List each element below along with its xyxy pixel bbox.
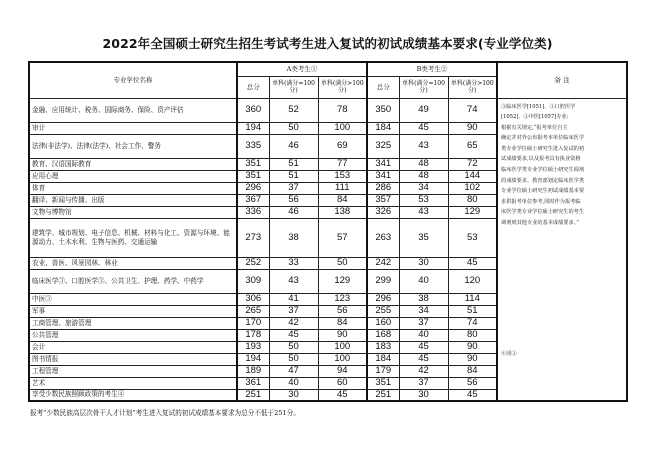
b-total-cell: 168 (367, 329, 399, 341)
b-single-150-cell: 80 (448, 329, 497, 341)
a-single-100-cell: 47 (269, 365, 318, 377)
a-single-150-cell: 90 (318, 329, 367, 341)
b-single-150-cell: 90 (448, 341, 497, 353)
a-single-100-cell: 41 (269, 293, 318, 305)
remarks-line: 专业学位硕士研究生初试成绩基本要 (501, 188, 585, 195)
b-single-100-cell: 37 (399, 377, 448, 389)
a-total-cell: 309 (237, 269, 269, 293)
b-single-150-cell: 90 (448, 353, 497, 365)
remarks-line: 根据有关规定,“报考单位自主 (501, 124, 568, 131)
table-row (29, 98, 627, 122)
header-group-b: B类考生② (367, 62, 497, 76)
b-single-100-cell: 53 (399, 194, 448, 206)
b-total-cell: 296 (367, 293, 399, 305)
remarks-line: 求供报考单位参考,同时作为报考临 (501, 198, 581, 205)
header-a-single-150: 单科(满分>100分) (318, 76, 367, 98)
b-single-150-cell: 53 (448, 218, 497, 257)
b-total-cell: 326 (367, 206, 399, 218)
a-single-150-cell: 69 (318, 134, 367, 158)
b-single-100-cell: 45 (399, 341, 448, 353)
b-total-cell: 286 (367, 182, 399, 194)
a-total-cell: 351 (237, 158, 269, 170)
b-single-150-cell: 72 (448, 158, 497, 170)
header-a-single-100: 单科(满分=100分) (269, 76, 318, 98)
category-cell: 应用心理 (29, 170, 237, 182)
b-single-150-cell: 45 (448, 389, 497, 401)
remarks-line: 试成绩要求,以及报考具有执业资格 (501, 156, 581, 163)
a-single-150-cell: 100 (318, 122, 367, 134)
a-total-cell: 361 (237, 377, 269, 389)
b-single-150-cell: 80 (448, 194, 497, 206)
category-cell: 艺术 (29, 377, 237, 389)
remarks-line: ③临床医学[1051]、③口腔医学 (501, 103, 576, 110)
a-single-150-cell: 84 (318, 194, 367, 206)
a-single-150-cell: 100 (318, 353, 367, 365)
b-total-cell: 183 (367, 341, 399, 353)
a-single-150-cell: 138 (318, 206, 367, 218)
b-single-100-cell: 43 (399, 206, 448, 218)
a-single-100-cell: 37 (269, 182, 318, 194)
a-single-100-cell: 43 (269, 269, 318, 293)
b-single-150-cell: 90 (448, 122, 497, 134)
remarks-line: [1052]、③中医[1057]专业: (501, 114, 569, 121)
b-single-150-cell: 129 (448, 206, 497, 218)
a-total-cell: 360 (237, 98, 269, 122)
b-single-100-cell: 45 (399, 122, 448, 134)
b-single-100-cell: 48 (399, 170, 448, 182)
a-single-150-cell: 50 (318, 257, 367, 269)
a-single-150-cell: 45 (318, 389, 367, 401)
b-total-cell: 179 (367, 365, 399, 377)
b-total-cell: 255 (367, 305, 399, 317)
a-single-150-cell: 60 (318, 377, 367, 389)
b-single-150-cell: 65 (448, 134, 497, 158)
a-single-100-cell: 50 (269, 353, 318, 365)
b-single-100-cell: 42 (399, 365, 448, 377)
a-total-cell: 189 (237, 365, 269, 377)
b-single-100-cell: 43 (399, 134, 448, 158)
b-total-cell: 350 (367, 98, 399, 122)
remarks-cell (497, 98, 627, 401)
a-total-cell: 336 (237, 206, 269, 218)
a-single-100-cell: 37 (269, 305, 318, 317)
remarks-line: 的成绩要求。教育部划定临床医学类 (501, 177, 585, 184)
category-cell: 工程管理 (29, 365, 237, 377)
a-total-cell: 351 (237, 170, 269, 182)
b-single-150-cell: 56 (448, 377, 497, 389)
b-total-cell: 357 (367, 194, 399, 206)
a-single-100-cell: 52 (269, 98, 318, 122)
remarks-text (498, 99, 626, 229)
b-total-cell: 351 (367, 377, 399, 389)
b-single-100-cell: 40 (399, 269, 448, 293)
b-total-cell: 242 (367, 257, 399, 269)
b-single-100-cell: 49 (399, 98, 448, 122)
a-total-cell: 193 (237, 341, 269, 353)
page-title: 2022年全国硕士研究生招生考试考生进入复试的初试成绩基本要求(专业学位类) (102, 36, 553, 51)
a-total-cell: 335 (237, 134, 269, 158)
a-total-cell: 252 (237, 257, 269, 269)
a-single-100-cell: 45 (269, 329, 318, 341)
a-total-cell: 170 (237, 317, 269, 329)
b-single-100-cell: 30 (399, 257, 448, 269)
category-cell: 文物与博物馆 (29, 206, 237, 218)
a-single-150-cell: 57 (318, 218, 367, 257)
category-cell: 图书情报 (29, 353, 237, 365)
a-single-150-cell: 84 (318, 317, 367, 329)
b-single-100-cell: 34 (399, 182, 448, 194)
score-table (28, 61, 628, 402)
a-single-150-cell: 77 (318, 158, 367, 170)
header-b-single-100: 单科(满分=100分) (399, 76, 448, 98)
a-single-100-cell: 30 (269, 389, 318, 401)
category-cell: 审计 (29, 122, 237, 134)
a-single-150-cell: 129 (318, 269, 367, 293)
category-cell: 军事 (29, 305, 237, 317)
a-single-150-cell: 56 (318, 305, 367, 317)
a-total-cell: 251 (237, 389, 269, 401)
a-single-150-cell: 94 (318, 365, 367, 377)
header-category: 专业学位名称 (29, 62, 237, 98)
remarks-note-4: ④同③ (501, 350, 517, 357)
b-single-150-cell: 84 (448, 365, 497, 377)
a-single-100-cell: 40 (269, 377, 318, 389)
category-cell: 教育、汉语国际教育 (29, 158, 237, 170)
header-a-total: 总分 (237, 76, 269, 98)
header-remarks: 备 注 (497, 62, 627, 98)
b-single-150-cell: 51 (448, 305, 497, 317)
category-cell: 农业、兽医、风景园林、林业 (29, 257, 237, 269)
remarks-line: 临床医学类专业学位硕士研究生调剂 (501, 167, 585, 174)
a-single-100-cell: 38 (269, 218, 318, 257)
b-single-150-cell: 74 (448, 98, 497, 122)
category-cell: 法律(非法学)、法律(法学)、社会工作、警务 (29, 134, 237, 158)
a-single-100-cell: 51 (269, 170, 318, 182)
b-single-150-cell: 144 (448, 170, 497, 182)
header-b-total: 总分 (367, 76, 399, 98)
b-total-cell: 341 (367, 158, 399, 170)
category-cell: 体育 (29, 182, 237, 194)
b-single-100-cell: 35 (399, 218, 448, 257)
a-total-cell: 367 (237, 194, 269, 206)
category-cell: 临床医学③、口腔医学③、公共卫生、护理、药学、中药学 (29, 269, 237, 293)
b-single-150-cell: 45 (448, 257, 497, 269)
footnote: 报考“少数民族高层次骨干人才计划”考生进入复试的初试成绩基本要求为总分不低于251分。 (30, 409, 300, 417)
b-single-100-cell: 48 (399, 158, 448, 170)
a-single-150-cell: 153 (318, 170, 367, 182)
a-total-cell: 273 (237, 218, 269, 257)
a-single-100-cell: 50 (269, 122, 318, 134)
remarks-line: 床医学类专业学位硕士研究生的考生 (501, 209, 585, 216)
b-total-cell: 263 (367, 218, 399, 257)
b-total-cell: 251 (367, 389, 399, 401)
a-total-cell: 194 (237, 353, 269, 365)
category-cell: 建筑学、城市规划、电子信息、机械、材料与化工、资源与环境、能源动力、土木水利、生物与医药、交通运输 (29, 218, 237, 257)
category-cell: 中医③ (29, 293, 237, 305)
header-group-a: A类考生① (237, 62, 367, 76)
category-cell: 享受少数民族照顾政策的考生④ (29, 389, 237, 401)
a-total-cell: 194 (237, 122, 269, 134)
a-total-cell: 306 (237, 293, 269, 305)
b-total-cell: 160 (367, 317, 399, 329)
category-cell: 会计 (29, 341, 237, 353)
a-single-150-cell: 123 (318, 293, 367, 305)
a-total-cell: 296 (237, 182, 269, 194)
b-single-100-cell: 30 (399, 389, 448, 401)
a-single-100-cell: 46 (269, 206, 318, 218)
a-single-100-cell: 33 (269, 257, 318, 269)
b-single-150-cell: 102 (448, 182, 497, 194)
b-total-cell: 325 (367, 134, 399, 158)
a-single-150-cell: 100 (318, 341, 367, 353)
category-cell: 公共管理 (29, 329, 237, 341)
a-single-100-cell: 51 (269, 158, 318, 170)
b-single-100-cell: 34 (399, 305, 448, 317)
b-single-100-cell: 38 (399, 293, 448, 305)
a-single-100-cell: 56 (269, 194, 318, 206)
b-single-100-cell: 45 (399, 353, 448, 365)
b-total-cell: 341 (367, 170, 399, 182)
a-total-cell: 178 (237, 329, 269, 341)
b-single-150-cell: 74 (448, 317, 497, 329)
category-cell: 工商管理、旅游管理 (29, 317, 237, 329)
b-total-cell: 299 (367, 269, 399, 293)
remarks-line: 类专业学位硕士研究生进入复试的初 (501, 145, 585, 152)
a-single-150-cell: 111 (318, 182, 367, 194)
b-single-150-cell: 114 (448, 293, 497, 305)
header-b-single-150: 单科(满分>100分) (448, 76, 497, 98)
remarks-line: 确定并对外公布报考本单位临床医学 (501, 135, 585, 142)
a-single-100-cell: 46 (269, 134, 318, 158)
b-total-cell: 184 (367, 122, 399, 134)
a-single-150-cell: 78 (318, 98, 367, 122)
category-cell: 金融、应用统计、税务、国际商务、保险、资产评估 (29, 98, 237, 122)
a-total-cell: 265 (237, 305, 269, 317)
a-single-100-cell: 50 (269, 341, 318, 353)
b-total-cell: 184 (367, 353, 399, 365)
category-cell: 翻译、新闻与传播、出版 (29, 194, 237, 206)
a-single-100-cell: 42 (269, 317, 318, 329)
b-single-100-cell: 37 (399, 317, 448, 329)
b-single-100-cell: 40 (399, 329, 448, 341)
b-single-150-cell: 120 (448, 269, 497, 293)
remarks-line: 调剂到其他专业的基本成绩要求。” (501, 220, 579, 227)
